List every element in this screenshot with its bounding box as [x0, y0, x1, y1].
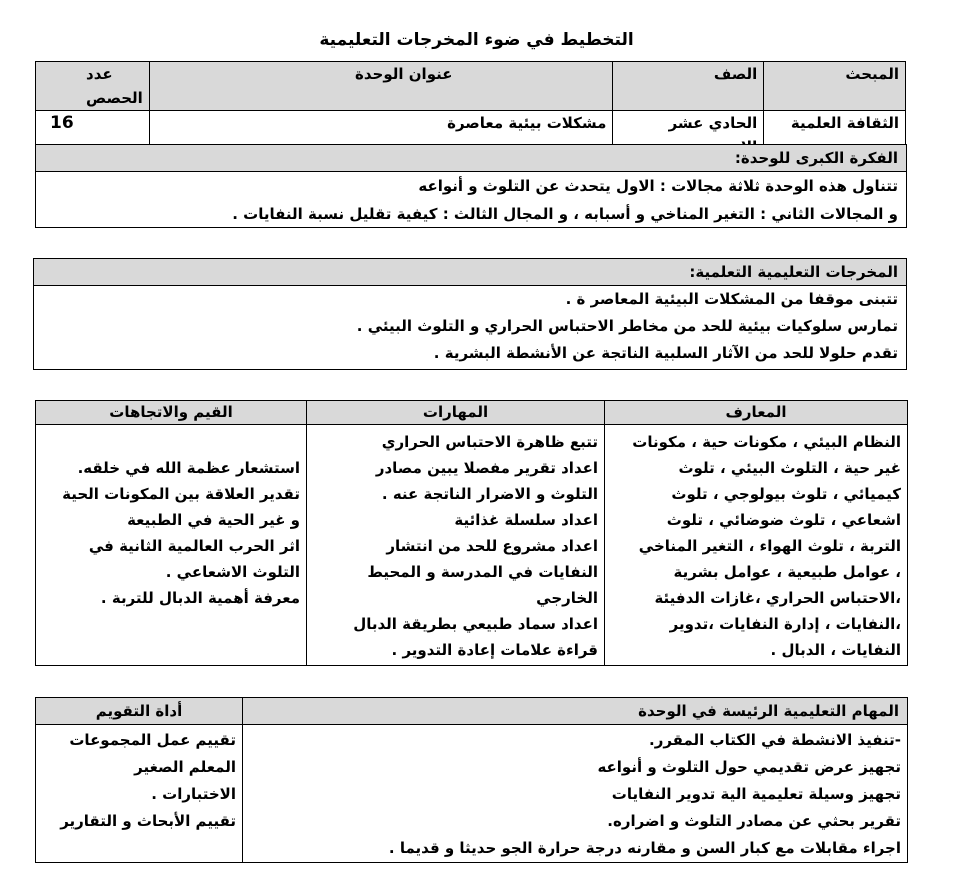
unit-title-value: مشكلات بيئية معاصرة: [149, 111, 613, 160]
knowledge-skills-values-table: [35, 400, 908, 666]
class-header: الصف: [613, 62, 764, 111]
subject-value: الثقافة العلمية: [764, 111, 906, 160]
skill-line: النفايات في المدرسة و المحيط: [367, 563, 598, 581]
assessment-line: الاختبارات .: [151, 785, 236, 803]
skill-line: قراءة علامات إعادة التدوير .: [391, 641, 598, 659]
knowledge-header: المعارف: [605, 401, 908, 425]
assessment-cell: [36, 725, 243, 863]
sessions-header: عدد الحصص: [36, 62, 150, 111]
value-line: اثر الحرب العالمية الثانية في: [88, 537, 300, 555]
knowledge-cell: [605, 425, 908, 666]
tasks-cell: [243, 725, 908, 863]
task-line: تجهيز عرض تقديمي حول التلوث و أنواعه: [597, 758, 901, 776]
assessment-line: تقييم عمل المجموعات: [69, 731, 236, 749]
outcome-line: تقدم حلولا للحد من الآثار السلبية الناتجة عن الأنشطة البشرية .: [433, 344, 898, 362]
knowledge-line: كيميائي ، تلوث بيولوجي ، تلوث: [671, 485, 901, 503]
big-idea-header: الفكرة الكبرى للوحدة:: [36, 145, 906, 172]
task-line: -تنفيذ الانشطة في الكتاب المقرر.: [649, 731, 901, 749]
tasks-header: المهام التعليمية الرئيسة في الوحدة: [243, 698, 908, 725]
assessment-line: المعلم الصغير: [134, 758, 236, 776]
values-header: القيم والاتجاهات: [36, 401, 307, 425]
skills-header: المهارات: [307, 401, 605, 425]
knowledge-line: ،النفايات ، إدارة النفايات ،تدوير: [669, 615, 901, 633]
value-line: معرفة أهمية الدبال للتربة .: [100, 589, 300, 607]
value-line: [42, 429, 300, 455]
knowledge-line: التربة ، تلوث الهواء ، التغير المناخي: [638, 537, 901, 555]
knowledge-line: النفايات ، الدبال .: [770, 641, 901, 659]
outcome-line: تمارس سلوكيات بيئية للحد من مخاطر الاحتباس الحراري و التلوث البيئي .: [356, 317, 898, 335]
unit-title-header: عنوان الوحدة: [149, 62, 613, 111]
skill-line: الخارجي: [536, 589, 598, 607]
knowledge-line: غير حية ، التلوث البيئي ، تلوث: [678, 459, 901, 477]
skill-line: اعداد سلسلة غذائية: [454, 511, 598, 529]
value-line: تقدير العلاقة بين المكونات الحية: [62, 485, 300, 503]
value-line: و غير الحية في الطبيعة: [127, 511, 300, 529]
task-line: تجهيز وسيلة تعليمية الية تدوير النفايات: [611, 785, 901, 803]
knowledge-line: ،الاحتباس الحراري ،غازات الدفيئة: [654, 589, 901, 607]
value-line: التلوث الاشعاعي .: [165, 563, 300, 581]
values-cell: [36, 425, 307, 666]
outcomes-header: المخرجات التعليمية التعلمية:: [34, 259, 906, 286]
class-value: الحادي عشر: [613, 111, 764, 160]
subject-header: المبحث: [764, 62, 906, 111]
page-title: التخطيط في ضوء المخرجات التعليمية: [319, 30, 634, 50]
value-line: استشعار عظمة الله في خلقه.: [77, 459, 300, 477]
knowledge-line: ، عوامل طبيعية ، عوامل بشرية: [673, 563, 901, 581]
skill-line: تتبع ظاهرة الاحتباس الحراري: [381, 433, 598, 451]
task-line: تقرير بحثي عن مصادر التلوث و اضراره.: [607, 812, 901, 830]
big-idea-line: و المجالات الثاني : التغير المناخي و أسبابه ، و المجال الثالث : كيفية تقليل نسبة النفايات .: [232, 205, 898, 223]
skill-line: التلوث و الاضرار الناتجة عنه .: [381, 485, 598, 503]
skill-line: اعداد تقرير مفصلا يبين مصادر: [375, 459, 598, 477]
big-idea-box: [35, 144, 907, 228]
skill-line: اعداد سماد طبيعي بطريقة الدبال: [353, 615, 598, 633]
knowledge-line: اشعاعي ، تلوث ضوضائي ، تلوث: [666, 511, 901, 529]
task-line: اجراء مقابلات مع كبار السن و مقارنه درجة حرارة الجو حديثا و قديما .: [388, 839, 901, 857]
skill-line: اعداد مشروع للحد من انتشار: [386, 537, 598, 555]
sessions-value: 16: [36, 111, 150, 160]
knowledge-line: النظام البيئي ، مكونات حية ، مكونات: [632, 433, 901, 451]
big-idea-line: تتناول هذه الوحدة ثلاثة مجالات : الاول يتحدث عن التلوث و أنواعه: [418, 177, 898, 195]
assessment-line: تقييم الأبحاث و التقارير: [60, 812, 236, 830]
outcome-line: تتبنى موقفا من المشكلات البيئية المعاصر ة .: [565, 290, 898, 308]
tasks-assessment-table: [35, 697, 908, 863]
skills-cell: [307, 425, 605, 666]
assessment-header: أداة التقويم: [36, 698, 243, 725]
outcomes-box: [33, 258, 907, 370]
